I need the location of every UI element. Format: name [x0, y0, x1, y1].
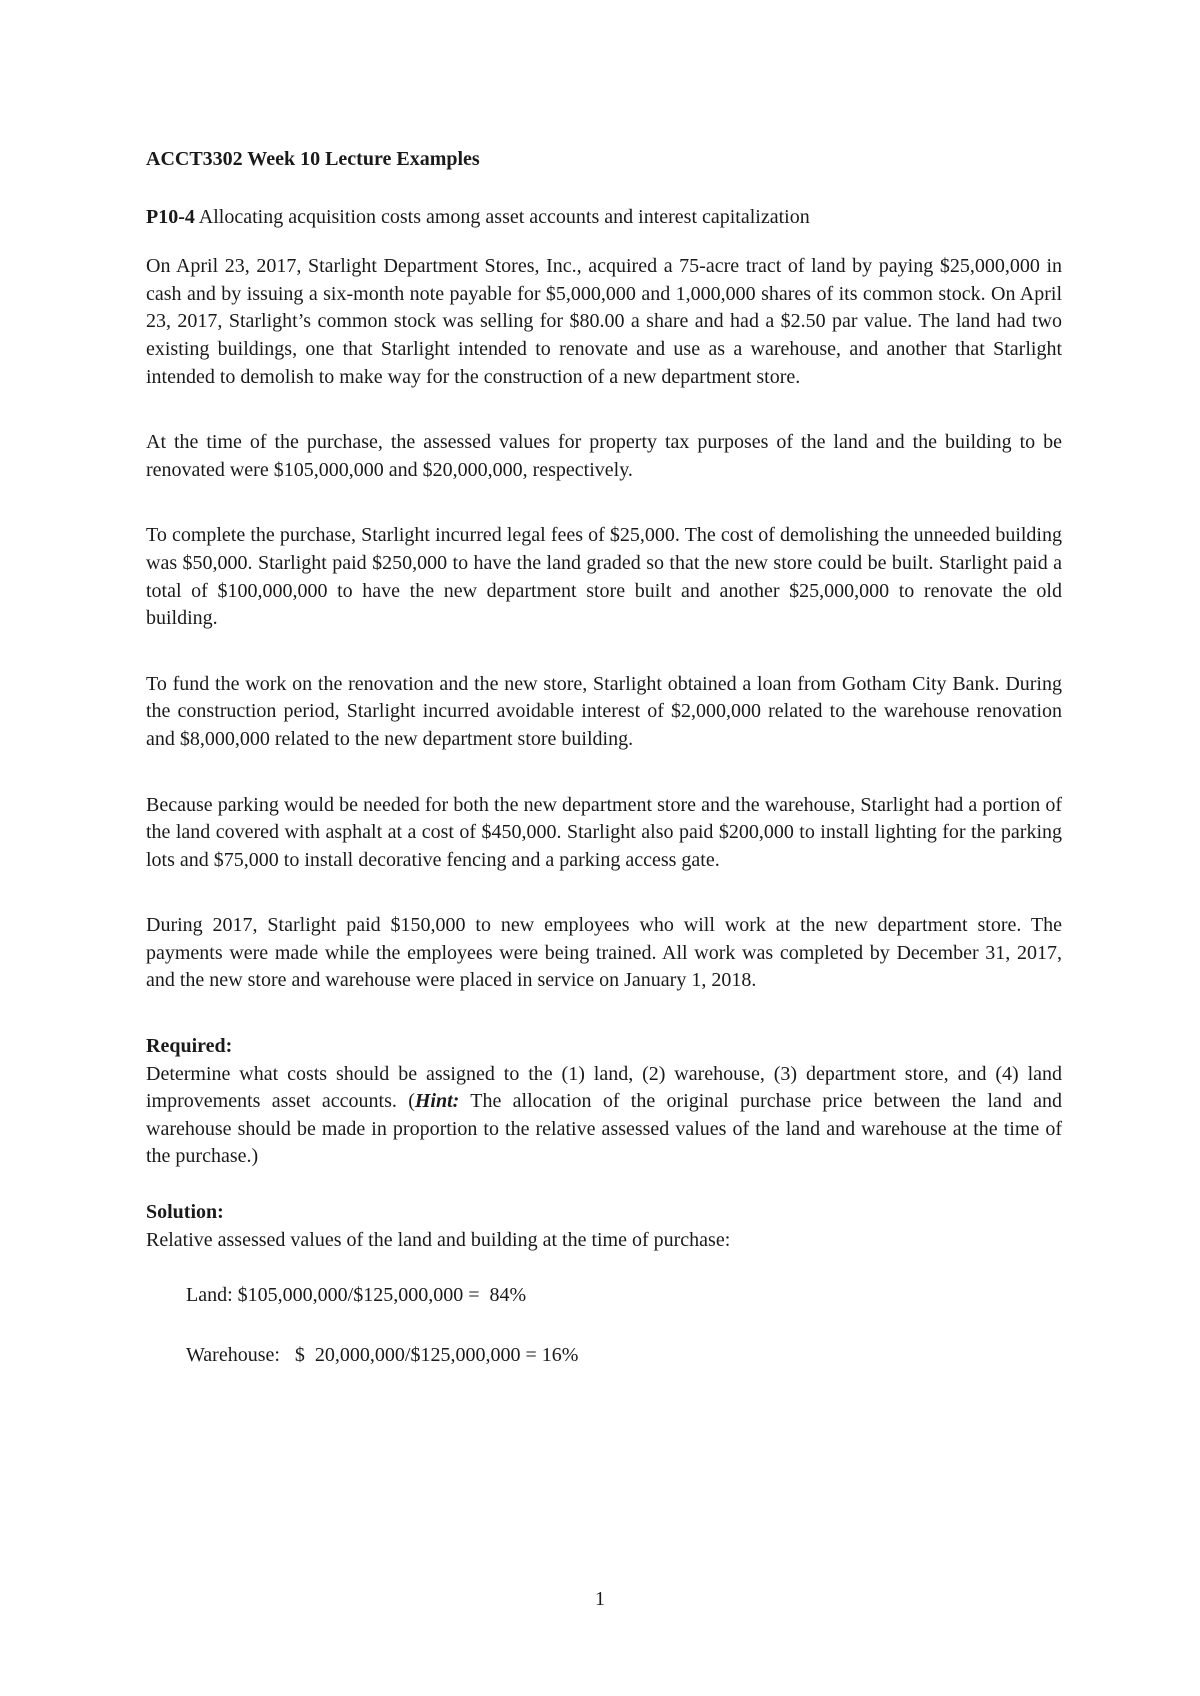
hint-label: Hint:	[414, 1090, 460, 1113]
land-calculation: Land: $105,000,000/$125,000,000 = 84%	[186, 1284, 527, 1307]
solution-heading: Solution:	[146, 1201, 224, 1224]
solution-intro: Relative assessed values of the land and building at the time of purchase:	[146, 1228, 731, 1251]
required-text-part2: The allocation of the original purchase price between the land and warehouse should be made in proportion to the relative assessed values of the land and warehouse at the time of the purchase.)	[146, 1090, 1062, 1168]
required-text	[146, 1061, 1062, 1171]
problem-title: Allocating acquisition costs among asset accounts and interest capitalization	[194, 205, 810, 228]
paragraph-assessed-values: At the time of the purchase, the assessed values for property tax purposes of the land and the building to be renovated were $105,000,000 and $20,000,000, respectively.	[146, 431, 1062, 481]
problem-id: P10-4	[146, 205, 195, 228]
page-number: 1	[595, 1588, 605, 1610]
paragraph-purchase-costs: To complete the purchase, Starlight incurred legal fees of $25,000. The cost of demolishing the unneeded building was $50,000. Starlight paid $250,000 to have the land graded so that the new store could be built. Starlight paid a total of $100,000,000 to have the new department store built and another $25,000,000 to renovate the old building.	[146, 524, 1062, 630]
paragraph-parking: Because parking would be needed for both the new department store and the warehouse, Starlight had a portion of the land covered with asphalt at a cost of $450,000. Starlight also paid $200,000 to install lighting for the parking lots and $75,000 to install decorative fencing and a parking access gate.	[146, 793, 1062, 871]
problem-heading	[146, 204, 1062, 232]
document-body	[146, 146, 1062, 1401]
required-heading: Required:	[146, 1035, 233, 1058]
paragraph-acquisition: On April 23, 2017, Starlight Department Stores, Inc., acquired a 75-acre tract of land by paying $25,000,000 in cash and by issuing a six-month note payable for $5,000,000 and 1,000,000 shares of its common stock. On April 23, 2017, Starlight’s common stock was selling for $80.00 a share and had a $2.50 par value. The land had two existing buildings, one that Starlight intended to renovate and use as a warehouse, and another that Starlight intended to demolish to make way for the construction of a new department store.	[146, 255, 1062, 388]
document-title: ACCT3302 Week 10 Lecture Examples	[146, 148, 480, 170]
required-text-part1: Determine what costs should be assigned to the (1) land, (2) warehouse, (3) department store, and (4) land improvements asset accounts. (	[146, 1062, 1062, 1113]
paragraph-loan-interest: To fund the work on the renovation and the new store, Starlight obtained a loan from Gotham City Bank. During the construction period, Starlight incurred avoidable interest of $2,000,000 related to the warehouse renovation and $8,000,000 related to the new department store building.	[146, 672, 1062, 750]
warehouse-calculation: Warehouse: $ 20,000,000/$125,000,000 = 16%	[186, 1343, 579, 1366]
paragraph-employees: During 2017, Starlight paid $150,000 to new employees who will work at the new department store. The payments were made while the employees were being trained. All work was completed by December 31, 2017, and the new store and warehouse were placed in service on January 1, 2018.	[146, 914, 1062, 992]
